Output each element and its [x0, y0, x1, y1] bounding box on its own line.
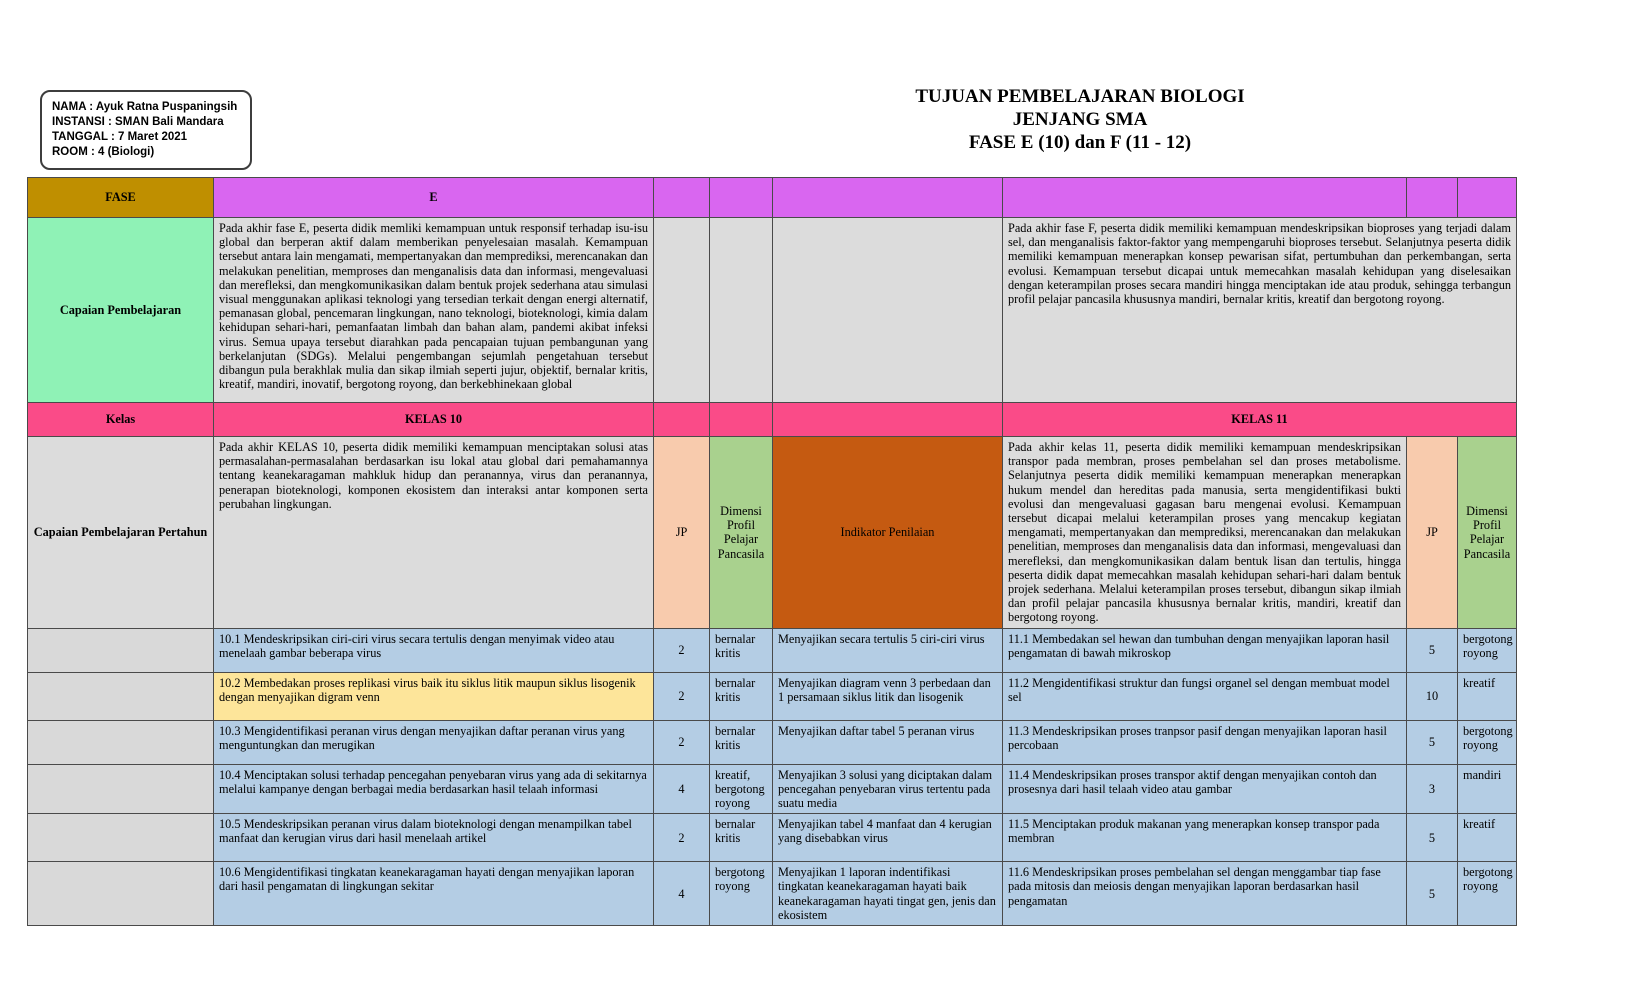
tujuan-pembelajaran-kelas11[interactable]: 11.4 Mendeskripsikan proses transpor aktif dengan menyajikan contoh dan prosesnya dari hasil telaah video atau gambar: [1003, 764, 1407, 814]
capaian-pertahun-label: Capaian Pembelajaran Pertahun: [28, 437, 214, 629]
fase-band-spacer-ind: [773, 178, 1003, 218]
row-kelas-band: [28, 403, 1517, 437]
indikator-penilaian: Menyajikan diagram venn 3 perbedaan dan 1 persamaan siklus litik dan lisogenik: [773, 672, 1003, 720]
indikator-penilaian: Menyajikan daftar tabel 5 peranan virus: [773, 720, 1003, 764]
kelas-label-cell: Kelas: [28, 403, 214, 437]
row-left-spacer: [28, 672, 214, 720]
row-left-spacer: [28, 720, 214, 764]
kelas-band-spacer-ind: [773, 403, 1003, 437]
tujuan-pembelajaran-kelas10[interactable]: 10.3 Mengidentifikasi peranan virus dengan menyajikan daftar peranan virus yang menguntungkan dan merugikan: [214, 720, 654, 764]
capaian-pertahun-kelas10: [214, 437, 654, 629]
kelas-11-header: KELAS 11: [1003, 403, 1517, 437]
row-left-spacer: [28, 764, 214, 814]
learning-objective-rows: [28, 628, 1517, 925]
cp-spacer-ind: [773, 218, 1003, 403]
tujuan-pembelajaran-kelas11[interactable]: 11.6 Mendeskripsikan proses pembelahan sel dengan menggambar tiap fase pada mitosis dan meiosis dengan menyajikan laporan berdasarkan hasil pengamatan: [1003, 862, 1407, 926]
fase-band-spacer-jp: [654, 178, 710, 218]
identity-line-nama: NAMA : Ayuk Ratna Puspaningsih: [52, 101, 238, 113]
dimensi-kelas11: kreatif: [1458, 672, 1517, 720]
dimensi-kelas10: bernalar kritis: [710, 814, 773, 862]
kelas-band-spacer-dim: [710, 403, 773, 437]
title-line-3: FASE E (10) dan F (11 - 12): [968, 132, 1192, 153]
table-row: [28, 672, 1517, 720]
jp-kelas11: 10: [1407, 672, 1458, 720]
tujuan-pembelajaran-kelas10[interactable]: 10.1 Mendeskripsikan ciri-ciri virus secara tertulis dengan menyimak video atau menelaah gambar beberapa virus: [214, 628, 654, 672]
jp-kelas10: 2: [654, 628, 710, 672]
cp-spacer-dim: [710, 218, 773, 403]
cp-fase-e-text: Pada akhir fase E, peserta didik memliki kemampuan untuk responsif terhadap isu-isu global dan berperan aktif dalam memberikan penyelesaian masalah. Kemampuan tersebut antara lain mengamati, mempertanyakan dan memprediksi, merencanakan dan melakukan penelitian, memproses dan menganalisis data dan informasi, mengevaluasi dan merefleksi, dan mengkomunikasikan dalam bentuk projek sederhana atau simulasi visual menggunakan aplikasi teknologi yang tersedian terkait dengan energi alternatif, pemanasan global, pencemaran lingkungan, nano teknologi, bioteknologi, kimia dalam kehidupan sehari-hari, pemanfaatan limbah dan bahan alam, pandemi akibat infeksi virus. Semua upaya tersebut diarahkan pada pencapaian tujuan pembangunan yang berkelanjutan (SDGs). Melalui pengembangan sejumlah pengetahuan tersebut dibangun pula berakhlak mulia dan sikap ilmiah seperti jujur, objektif, bernalar kritis, kreatif, mandiri, inovatif, bergotong royong, dan berkebhinekaan global: [219, 221, 648, 392]
dimensi-header-line-3: Pancasila: [717, 546, 765, 561]
tujuan-pembelajaran-kelas11[interactable]: 11.1 Membedakan sel hewan dan tumbuhan dengan menyajikan laporan hasil pengamatan di bawah mikroskop: [1003, 628, 1407, 672]
dimensi-kelas10: bergotong royong: [710, 862, 773, 926]
row-fase-band: [28, 178, 1517, 218]
kelas-10-header: KELAS 10: [214, 403, 654, 437]
fase-e-cell: E: [214, 178, 654, 218]
dimensi-kelas11: kreatif: [1458, 814, 1517, 862]
capaian-pembelajaran-label: Capaian Pembelajaran: [28, 218, 214, 403]
indikator-penilaian: Menyajikan 1 laporan indentifikasi tingkatan keanekaragaman hayati baik keanekaragaman hayati tingat gen, jenis dan ekosistem: [773, 862, 1003, 926]
identity-line-instansi: INSTANSI : SMAN Bali Mandara: [52, 116, 224, 128]
indikator-penilaian: Menyajikan 3 solusi yang diciptakan dalam pencegahan penyebaran virus tertentu pada suatu media: [773, 764, 1003, 814]
fase-band-spacer-jp2: [1407, 178, 1458, 218]
table-row: [28, 628, 1517, 672]
tujuan-pembelajaran-kelas11[interactable]: 11.5 Menciptakan produk makanan yang menerapkan konsep transpor pada membran: [1003, 814, 1407, 862]
row-left-spacer: [28, 628, 214, 672]
tujuan-pembelajaran-kelas11[interactable]: 11.2 Mengidentifikasi struktur dan fungsi organel sel dengan membuat model sel: [1003, 672, 1407, 720]
capaian-pertahun-kelas11: [1003, 437, 1407, 629]
table-row: [28, 814, 1517, 862]
cpp-kelas10-text: Pada akhir KELAS 10, peserta didik memiliki kemampuan menciptakan solusi atas permasalahan-permasalahan berdasarkan isu lokal atau global dari pemahamannya tentang keanekaragaman mahkluk hidup dan peranannya, virus dan peranannya, penerapan bioteknologi, komponen ekosistem dan interaksi antar komponen serta perubahan lingkungan.: [219, 440, 648, 511]
jp-kelas11: 5: [1407, 720, 1458, 764]
dimensi-kelas10: bernalar kritis: [710, 628, 773, 672]
dimensi-kelas10: bernalar kritis: [710, 720, 773, 764]
dimensi2-header-line-3: Pelajar: [1469, 532, 1505, 547]
row-capaian-pembelajaran: [28, 218, 1517, 403]
column-header-dimensi-kelas11: [1458, 437, 1517, 629]
capaian-pembelajaran-fase-e: [214, 218, 654, 403]
tujuan-pembelajaran-kelas10[interactable]: 10.2 Membedakan proses replikasi virus baik itu siklus litik maupun siklus lisogenik dengan menyajikan digram venn: [214, 672, 654, 720]
fase-band-spacer-dim2: [1458, 178, 1517, 218]
dimensi-kelas11: bergotong royong: [1458, 628, 1517, 672]
jp-kelas11: 5: [1407, 814, 1458, 862]
dimensi2-header-line-1: Dimensi: [1466, 503, 1508, 518]
cpp-kelas11-text: Pada akhir kelas 11, peserta didik memiliki kemampuan mendeskripsikan transpor pada membran, proses pembelahan sel dan proses metabolisme. Selanjutnya peserta didik memiliki kemampuan menerapkan menerapkan hukum mendel dan hereditas pada manusia, serta mengidentifikasi bukti evolusi dan mengevaluasi gagasan baru mengenai evolusi. Kemampuan tersebut dicapai melalui keterampilan proses yang mencakup kegiatan mengamati, mempertanyakan dan memprediksi, merencanakan dan melakukan penelitian, memproses dan menganalisis data dan informasi, mengevaluasi dan merefleksi, dan mengkomunikasikan dalam bentuk lisan dan tertulis, hingga peserta didik dapat memecahkan masalah kehidupan sehari-hari dalam bentuk projek sederhana. Melalui keterampilan proses tersebut, dibangun sikap ilmiah dan profil pelajar pancasila khususnya bernalar kritis, mandiri, kreatif dan bergotong royong.: [1008, 440, 1401, 625]
title-line-1: TUJUAN PEMBELAJARAN BIOLOGI: [915, 86, 1245, 107]
tujuan-pembelajaran-kelas10[interactable]: 10.6 Mengidentifikasi tingkatan keanekaragaman hayati dengan menyajikan laporan dari hasil pengamatan di lingkungan sekitar: [214, 862, 654, 926]
fase-label-cell: FASE: [28, 178, 214, 218]
jp-kelas10: 2: [654, 814, 710, 862]
dimensi-kelas10: kreatif, bergotong royong: [710, 764, 773, 814]
jp-kelas10: 2: [654, 672, 710, 720]
row-capaian-pertahun: [28, 437, 1517, 629]
title-line-2: JENJANG SMA: [1012, 109, 1148, 130]
column-header-indikator: Indikator Penilaian: [773, 437, 1003, 629]
row-left-spacer: [28, 814, 214, 862]
jp-kelas11: 3: [1407, 764, 1458, 814]
table-row: [28, 720, 1517, 764]
cp-fase-f-text: Pada akhir fase F, peserta didik memiliki kemampuan mendeskripsikan bioproses yang terjadi dalam sel, dan menganalisis faktor-faktor yang mempengaruhi bioproses tersebut. Selanjutnya peserta didik memiliki kemampuan menerapkan konsep pewarisan sifat, pertumbuhan dan perkembangan, serta evolusi. Kemampuan tersebut dicapai untuk memecahkan masalah kehidupan yang diselesaikan dengan keterampilan proses secara mandiri hingga menciptakan ide atau produk, sehingga terbangun profil pelajar pancasila khususnya mandiri, bernalar kritis, kreatif dan bergotong royong.: [1008, 221, 1511, 307]
indikator-penilaian: Menyajikan secara tertulis 5 ciri-ciri virus: [773, 628, 1003, 672]
row-left-spacer: [28, 862, 214, 926]
dimensi2-header-line-2: Profil: [1472, 518, 1501, 533]
jp-kelas11: 5: [1407, 628, 1458, 672]
tujuan-pembelajaran-kelas10[interactable]: 10.4 Menciptakan solusi terhadap pencegahan penyebaran virus yang ada di sekitarnya melalui kampanye dengan berbagai media berdasarkan hasil telaah informasi: [214, 764, 654, 814]
tujuan-pembelajaran-kelas11[interactable]: 11.3 Mendeskripsikan proses tranpsor pasif dengan menyajikan laporan hasil percobaan: [1003, 720, 1407, 764]
dimensi-kelas10: bernalar kritis: [710, 672, 773, 720]
identity-box: [40, 90, 252, 170]
cp-spacer-jp: [654, 218, 710, 403]
curriculum-matrix-table: [27, 177, 1517, 926]
table-row: [28, 862, 1517, 926]
dimensi-kelas11: mandiri: [1458, 764, 1517, 814]
column-header-jp-kelas10: JP: [654, 437, 710, 629]
tujuan-pembelajaran-kelas10[interactable]: 10.5 Mendeskripsikan peranan virus dalam bioteknologi dengan menampilkan tabel manfaat dan kerugian virus dari hasil menelaah artikel: [214, 814, 654, 862]
jp-kelas10: 4: [654, 764, 710, 814]
column-header-dimensi-kelas10: [710, 437, 773, 629]
fase-f-cell: [1003, 178, 1407, 218]
fase-band-spacer-dim: [710, 178, 773, 218]
jp-kelas10: 4: [654, 862, 710, 926]
dimensi-header-line-1: Dimensi: [720, 503, 762, 518]
jp-kelas11: 5: [1407, 862, 1458, 926]
dimensi-header-line-2: Profil Pelajar: [723, 518, 759, 547]
column-header-jp-kelas11: JP: [1407, 437, 1458, 629]
dimensi2-header-line-4: Pancasila: [1463, 546, 1511, 561]
jp-kelas10: 2: [654, 720, 710, 764]
identity-line-room: ROOM : 4 (Biologi): [52, 146, 155, 158]
kelas-band-spacer-jp: [654, 403, 710, 437]
indikator-penilaian: Menyajikan tabel 4 manfaat dan 4 kerugian yang disebabkan virus: [773, 814, 1003, 862]
document-title: [700, 85, 1460, 154]
dimensi-kelas11: bergotong royong: [1458, 862, 1517, 926]
dimensi-kelas11: bergotong royong: [1458, 720, 1517, 764]
table-row: [28, 764, 1517, 814]
capaian-pembelajaran-fase-f: [1003, 218, 1517, 403]
identity-line-tanggal: TANGGAL : 7 Maret 2021: [52, 131, 188, 143]
